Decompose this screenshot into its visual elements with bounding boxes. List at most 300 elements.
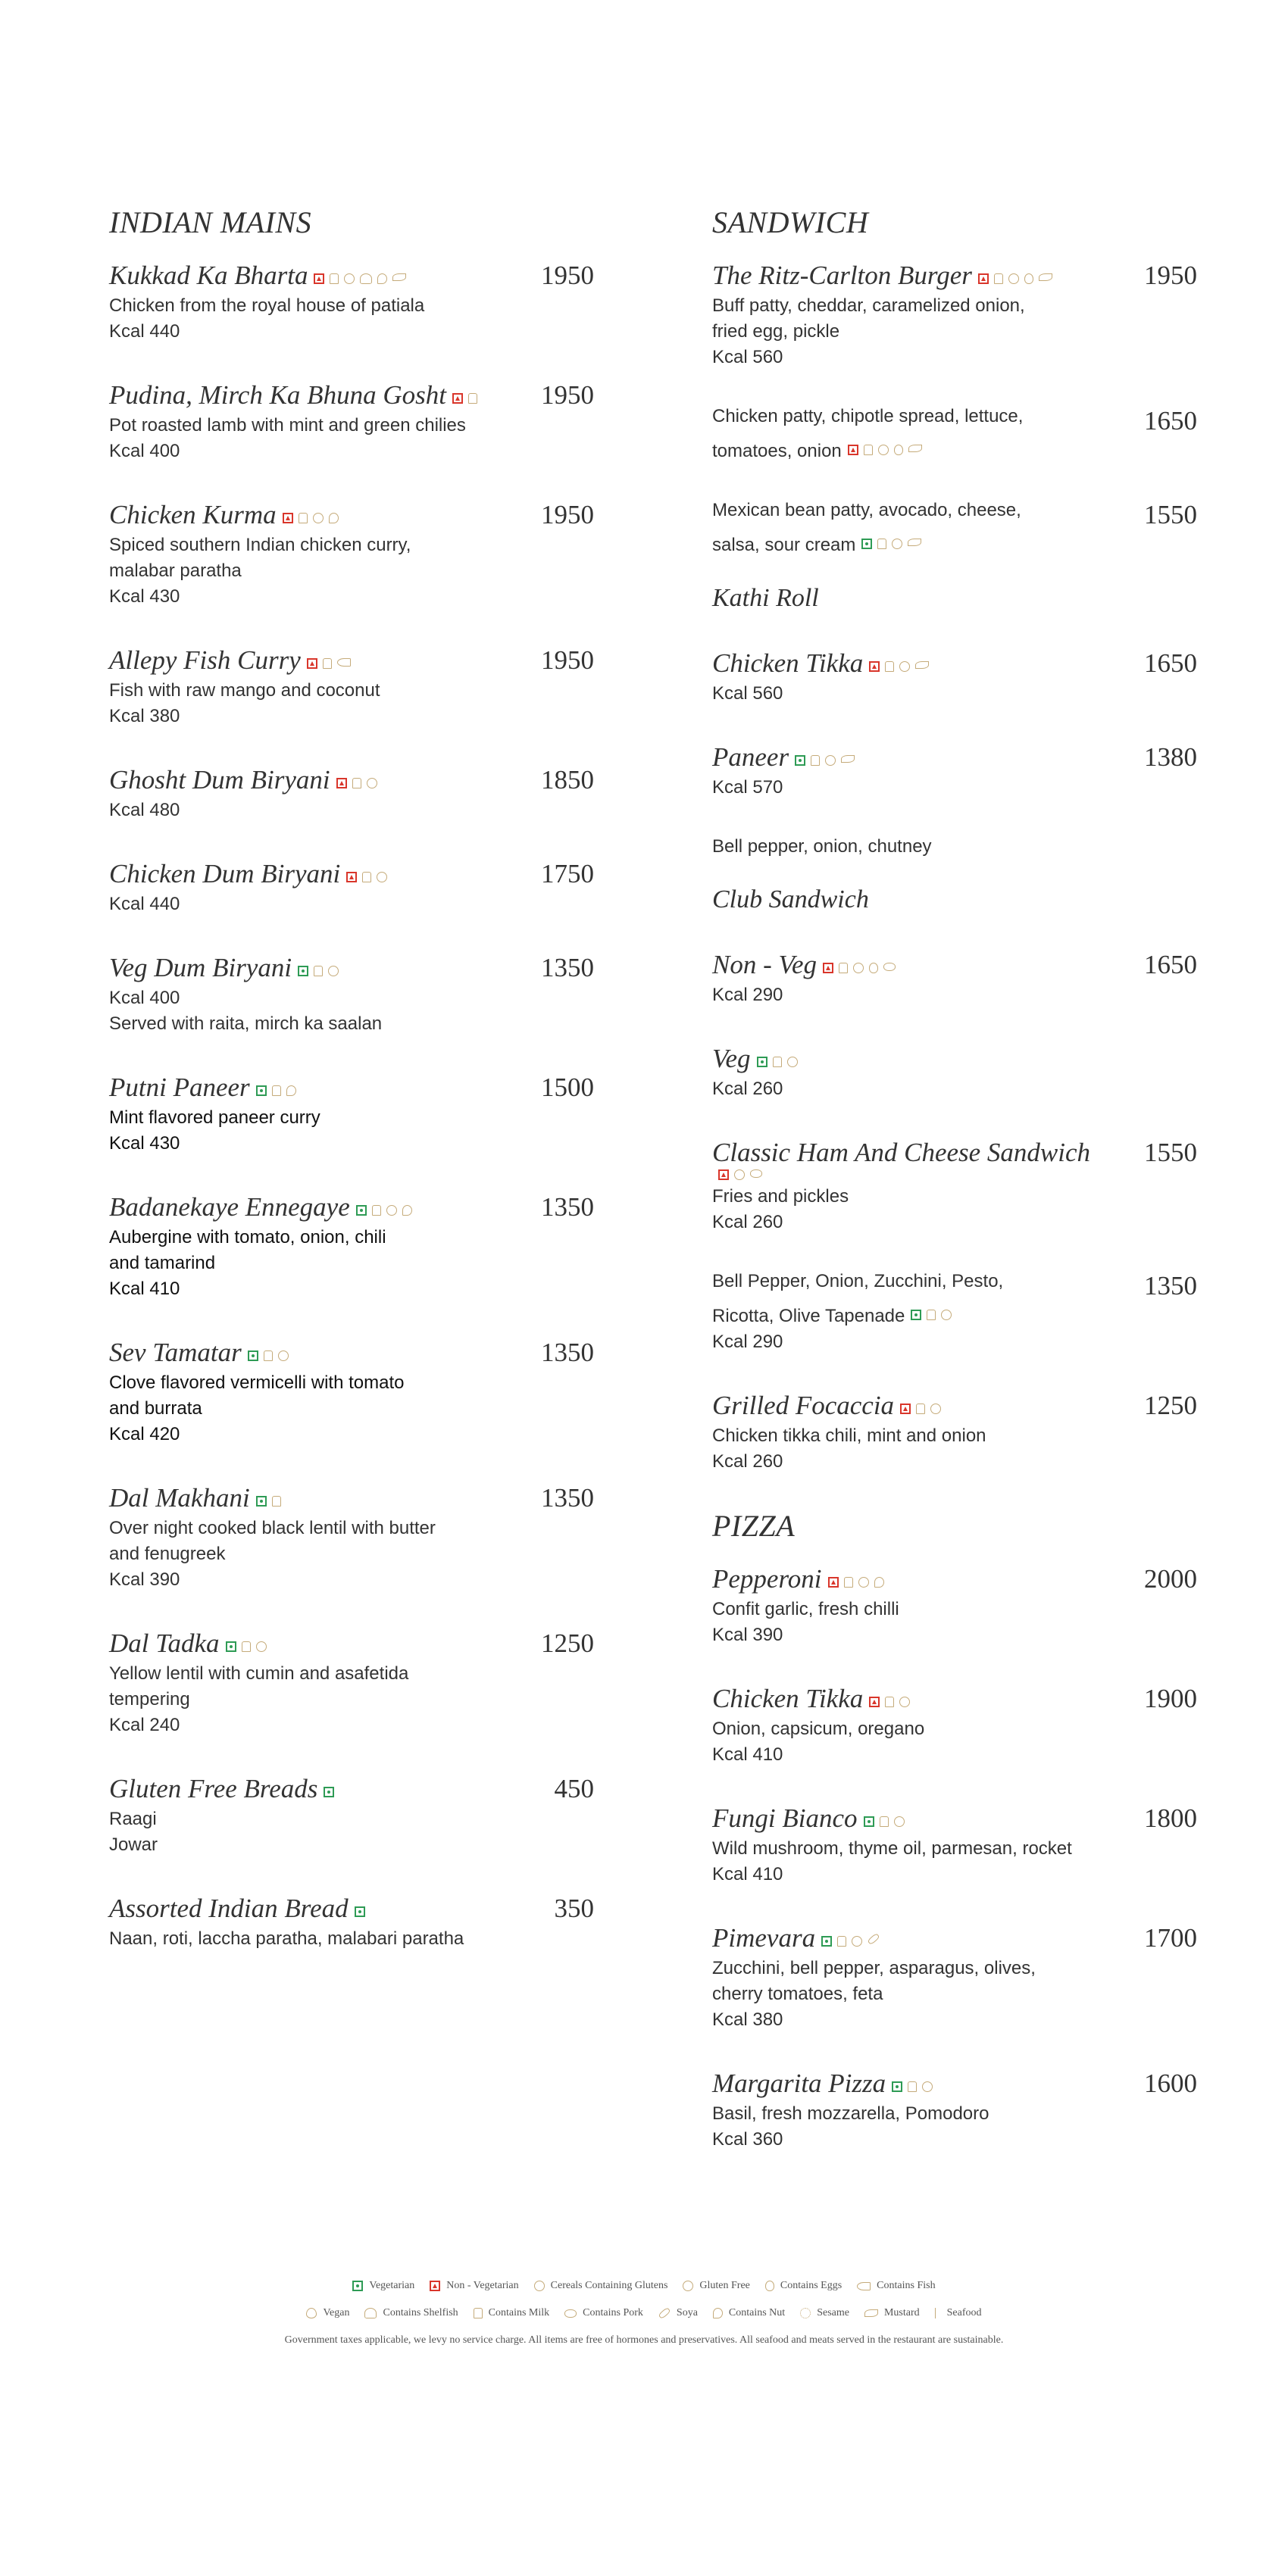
menu-item-header xyxy=(109,258,594,293)
menu-item-kcal: Kcal 240 xyxy=(109,1715,180,1735)
menu-item-kcal: Kcal 390 xyxy=(109,1569,180,1590)
gluten-icon xyxy=(922,2081,933,2092)
menu-item-name-wrap xyxy=(712,948,896,982)
menu-item xyxy=(712,1921,1197,2033)
menu-item-kcal: Kcal 440 xyxy=(109,894,180,914)
milk-icon xyxy=(242,1641,251,1652)
menu-item-name-wrap xyxy=(109,1335,289,1370)
veg-icon xyxy=(248,1350,258,1361)
nonveg-icon xyxy=(307,658,317,669)
menu-item-kcal: Kcal 560 xyxy=(712,683,783,704)
club-sandwich-list xyxy=(712,948,1197,1475)
legend-label: Vegetarian xyxy=(369,2280,415,2291)
menu-item-name-wrap xyxy=(712,2066,933,2101)
menu-item-name: Paneer xyxy=(712,742,789,772)
legend-item xyxy=(564,2307,643,2319)
menu-item xyxy=(109,1190,594,1302)
menu-item-name: Ghosht Dum Biryani xyxy=(109,765,330,795)
nut-icon xyxy=(874,1577,884,1588)
legend-label: Soya xyxy=(676,2307,698,2318)
menu-item xyxy=(712,646,1197,707)
menu-item-name: Pimevara xyxy=(712,1923,816,1953)
gluten-icon xyxy=(534,2281,545,2291)
menu-item-header xyxy=(109,1772,594,1806)
gluten-icon xyxy=(787,1057,798,1067)
milk-icon xyxy=(844,1577,853,1588)
menu-item-name-wrap xyxy=(712,1388,941,1423)
veg-icon xyxy=(352,2281,363,2291)
egg-icon xyxy=(869,963,878,973)
menu-item-kcal: Kcal 570 xyxy=(712,777,783,798)
menu-item-name: Non - Veg xyxy=(712,950,818,979)
glutenfree-icon xyxy=(344,273,355,284)
menu-item-description-text: Chicken patty, chipotle spread, lettuce, xyxy=(712,406,1024,426)
menu-item-price: 1850 xyxy=(541,765,594,795)
menu-item-header xyxy=(712,740,1197,775)
menu-item-description: Wild mushroom, thyme oil, parmesan, rocket xyxy=(712,1838,1072,1859)
allergen-icons xyxy=(452,393,477,404)
milk-icon xyxy=(323,658,332,669)
milk-icon xyxy=(272,1496,281,1507)
menu-item-description: cherry tomatoes, feta xyxy=(712,1984,883,2004)
menu-item-kcal: Kcal 390 xyxy=(712,1625,783,1645)
menu-item-header xyxy=(712,498,1197,532)
fish-icon xyxy=(857,2282,871,2290)
menu-item-header xyxy=(109,1070,594,1105)
menu-item-kcal: Kcal 290 xyxy=(712,1332,783,1352)
menu-item-name-wrap xyxy=(109,1891,365,1926)
menu-item xyxy=(109,857,594,917)
gluten-icon xyxy=(930,1404,941,1414)
menu-item-name: Pudina, Mirch Ka Bhuna Gosht xyxy=(109,380,446,410)
menu-item xyxy=(109,258,594,345)
menu-item-kcal: Kcal 560 xyxy=(712,347,783,367)
kathi-roll-list xyxy=(712,646,1197,801)
menu-item-kcal: Kcal 260 xyxy=(712,1451,783,1472)
legend-item xyxy=(534,2280,668,2292)
menu-item-name: Chicken Tikka xyxy=(712,648,864,678)
menu-item-name: Chicken Kurma xyxy=(109,500,277,529)
allergen-icons xyxy=(336,778,377,788)
legend-label: Cereals Containing Glutens xyxy=(550,2280,668,2291)
legend-label: Non - Vegetarian xyxy=(446,2280,519,2291)
gluten-icon xyxy=(899,1697,910,1707)
menu-item xyxy=(712,404,1197,464)
soya-icon xyxy=(867,1933,880,1945)
menu-item-kcal: Kcal 410 xyxy=(712,1744,783,1765)
menu-item-name-wrap xyxy=(712,1921,880,1956)
menu-item-name-wrap xyxy=(109,951,339,985)
legend-label: Gluten Free xyxy=(699,2280,750,2291)
gluten-icon xyxy=(825,755,836,766)
seafood-icon xyxy=(935,2308,941,2318)
menu-item-description xyxy=(712,1269,1003,1294)
menu-item-price: 1500 xyxy=(541,1073,594,1102)
menu-item-description: Chicken from the royal house of patiala xyxy=(109,295,425,316)
veg-icon xyxy=(324,1787,334,1797)
menu-item-name: The Ritz-Carlton Burger xyxy=(712,261,972,290)
allergen-icons xyxy=(869,1697,910,1707)
menu-item xyxy=(109,1335,594,1447)
milk-icon xyxy=(839,963,848,973)
menu-item-description: Buff patty, cheddar, caramelized onion, xyxy=(712,295,1025,316)
menu-item-name-wrap xyxy=(109,643,351,678)
nonveg-icon xyxy=(430,2281,440,2291)
allergen-icons xyxy=(324,1787,334,1797)
menu-item-price: 1950 xyxy=(541,261,594,290)
menu-item-name: Pepperoni xyxy=(712,1564,822,1594)
milk-icon xyxy=(330,273,339,284)
legend-label: Vegan xyxy=(323,2307,350,2318)
menu-item-name-wrap xyxy=(109,763,377,798)
indian-mains-list xyxy=(109,258,594,1952)
nonveg-icon xyxy=(823,963,833,973)
menu-item-name-wrap xyxy=(109,498,339,532)
menu-item-description: Clove flavored vermicelli with tomato xyxy=(109,1372,405,1393)
menu-item-price: 1550 xyxy=(1144,500,1197,529)
allergen-icons xyxy=(248,1350,289,1361)
legend-item xyxy=(306,2307,349,2319)
menu-item-description: Basil, fresh mozzarella, Pomodoro xyxy=(712,2103,989,2124)
legend-item xyxy=(364,2307,458,2319)
allergen-icons xyxy=(226,1641,267,1652)
menu-item xyxy=(712,1388,1197,1475)
menu-item-header xyxy=(109,1190,594,1225)
milk-icon xyxy=(927,1310,936,1320)
menu-item-description: and tamarind xyxy=(109,1253,216,1273)
menu-item-price: 1950 xyxy=(541,380,594,410)
allergen-legend xyxy=(0,2280,1288,2347)
menu-item-description: Mint flavored paneer curry xyxy=(109,1107,320,1128)
menu-item xyxy=(712,498,1197,558)
menu-item-name: Grilled Focaccia xyxy=(712,1391,895,1420)
veg-icon xyxy=(355,1906,365,1917)
mustard-icon xyxy=(392,273,406,281)
menu-item-name: Fungi Bianco xyxy=(712,1803,858,1833)
menu-item-name-wrap xyxy=(109,857,387,891)
menu-item-description: Fish with raw mango and coconut xyxy=(109,680,380,701)
menu-item-name: Classic Ham And Cheese Sandwich xyxy=(712,1138,1091,1167)
veg-icon xyxy=(356,1205,367,1216)
egg-icon xyxy=(765,2281,774,2291)
menu-item-description-text: Ricotta, Olive Tapenade xyxy=(712,1306,905,1326)
menu-item xyxy=(712,1562,1197,1648)
pork-icon xyxy=(564,2309,577,2318)
veg-icon xyxy=(911,1310,921,1320)
legend-label: Seafood xyxy=(946,2307,982,2318)
milk-icon xyxy=(474,2308,483,2318)
menu-item-price: 450 xyxy=(554,1774,594,1803)
menu-item-kcal: Kcal 420 xyxy=(109,1424,180,1444)
mustard-icon xyxy=(841,755,855,763)
gluten-icon xyxy=(313,513,324,523)
legend-item xyxy=(430,2280,518,2292)
menu-item-price: 1650 xyxy=(1144,406,1197,436)
nut-icon xyxy=(713,2308,723,2318)
menu-item-price: 1550 xyxy=(1144,1138,1197,1167)
menu-item-description: malabar paratha xyxy=(109,560,242,581)
menu-item xyxy=(109,1070,594,1157)
menu-item-description: and burrata xyxy=(109,1398,202,1419)
menu-item-price: 1380 xyxy=(1144,742,1197,772)
veg-icon xyxy=(256,1085,267,1096)
indian-mains-column xyxy=(109,205,594,1985)
menu-item-header xyxy=(109,1335,594,1370)
menu-item xyxy=(109,1626,594,1738)
nut-icon xyxy=(286,1085,296,1096)
menu-item-header xyxy=(109,378,594,413)
menu-item xyxy=(109,763,594,823)
menu-item-description-text: salsa, sour cream xyxy=(712,535,856,555)
allergen-icons xyxy=(256,1085,296,1096)
veg-icon xyxy=(864,1816,874,1827)
gluten-icon xyxy=(852,1936,862,1947)
menu-item-header xyxy=(712,1681,1197,1716)
legend-item xyxy=(683,2280,749,2292)
legend-item xyxy=(765,2280,842,2292)
menu-item-description: Aubergine with tomato, onion, chili xyxy=(109,1227,386,1247)
menu-item-header xyxy=(712,1801,1197,1836)
legend-item xyxy=(857,2280,935,2292)
menu-item-header xyxy=(712,2066,1197,2101)
shellfish-icon xyxy=(360,273,372,284)
egg-icon xyxy=(894,445,903,455)
gluten-icon xyxy=(899,661,910,672)
menu-item-name: Kukkad Ka Bharta xyxy=(109,261,308,290)
menu-item-description xyxy=(712,1304,1197,1329)
milk-icon xyxy=(362,872,371,882)
legend-item xyxy=(800,2307,849,2319)
nut-icon xyxy=(402,1205,412,1216)
menu-item xyxy=(109,951,594,1037)
menu-item xyxy=(109,1481,594,1593)
gluten-icon xyxy=(377,872,387,882)
nut-icon xyxy=(329,513,339,523)
menu-item-name: Putni Paneer xyxy=(109,1073,250,1102)
menu-item-name-wrap xyxy=(712,1041,798,1076)
menu-item-description: Yellow lentil with cumin and asafetida xyxy=(109,1663,409,1684)
menu-item-description: Confit garlic, fresh chilli xyxy=(712,1599,899,1619)
menu-item-price: 2000 xyxy=(1144,1564,1197,1594)
menu-item-name-wrap xyxy=(712,1801,905,1836)
legend-label: Mustard xyxy=(883,2307,920,2318)
menu-item-name: Chicken Dum Biryani xyxy=(109,859,341,888)
milk-icon xyxy=(880,1816,889,1827)
menu-item-name-wrap xyxy=(109,1481,281,1516)
legend-label: Contains Eggs xyxy=(780,2280,843,2291)
legend-label: Contains Fish xyxy=(877,2280,936,2291)
menu-item xyxy=(109,1772,594,1858)
menu-item-kcal: Kcal 410 xyxy=(712,1864,783,1884)
nonveg-icon xyxy=(828,1577,839,1588)
menu-item-kcal: Kcal 290 xyxy=(712,985,783,1005)
milk-icon xyxy=(264,1350,273,1361)
menu-item-kcal: Kcal 430 xyxy=(109,586,180,607)
legend-row-1 xyxy=(0,2280,1288,2292)
nonveg-icon xyxy=(314,273,324,284)
gluten-icon xyxy=(892,539,902,549)
menu-item-price: 1250 xyxy=(1144,1391,1197,1420)
menu-item-description: tempering xyxy=(109,1689,190,1710)
nut-icon xyxy=(377,273,387,284)
menu-item-name-wrap xyxy=(109,378,477,413)
allergen-icons xyxy=(823,963,896,973)
gluten-icon xyxy=(278,1350,289,1361)
menu-item xyxy=(712,2066,1197,2153)
allergen-icons xyxy=(314,273,406,284)
milk-icon xyxy=(372,1205,381,1216)
allergen-icons xyxy=(900,1404,941,1414)
nonveg-icon xyxy=(978,273,989,284)
menu-item-description: Spiced southern Indian chicken curry, xyxy=(109,535,411,555)
menu-item-description xyxy=(712,439,1197,464)
veg-icon xyxy=(892,2081,902,2092)
section-title-indian-mains: INDIAN MAINS xyxy=(109,205,312,239)
sandwich-list xyxy=(712,258,1197,558)
menu-item-name-wrap xyxy=(712,1135,1091,1184)
menu-item-header xyxy=(712,948,1197,982)
mustard-icon xyxy=(908,539,921,546)
menu-item-header xyxy=(109,1626,594,1661)
mustard-icon xyxy=(908,445,922,452)
milk-icon xyxy=(272,1085,281,1096)
menu-item-price: 1900 xyxy=(1144,1684,1197,1713)
menu-item-name-wrap xyxy=(712,646,929,681)
allergen-icons xyxy=(911,1310,952,1320)
menu-item-name-wrap xyxy=(109,1190,412,1225)
vegan-icon xyxy=(306,2308,317,2318)
legend-item xyxy=(864,2307,920,2319)
menu-item-price: 1350 xyxy=(541,953,594,982)
milk-icon xyxy=(773,1057,782,1067)
veg-icon xyxy=(757,1057,767,1067)
menu-item-description: Jowar xyxy=(109,1834,158,1855)
menu-item-name-wrap xyxy=(712,1562,884,1597)
fish-icon xyxy=(337,658,351,667)
milk-icon xyxy=(811,755,820,766)
menu-item xyxy=(109,1891,594,1952)
gluten-icon xyxy=(328,966,339,976)
gluten-icon xyxy=(858,1577,869,1588)
allergen-icons xyxy=(283,513,339,523)
veg-icon xyxy=(226,1641,236,1652)
menu-item-price: 1600 xyxy=(1144,2069,1197,2098)
menu-item xyxy=(712,1135,1197,1235)
menu-item-kcal: Kcal 380 xyxy=(109,706,180,726)
allergen-icons xyxy=(869,661,929,672)
menu-item-name: Gluten Free Breads xyxy=(109,1774,318,1803)
allergen-icons xyxy=(256,1496,281,1507)
menu-item-header xyxy=(712,1562,1197,1597)
menu-item-header xyxy=(109,643,594,678)
menu-item-description: and fenugreek xyxy=(109,1544,226,1564)
menu-item-description: Raagi xyxy=(109,1809,157,1829)
menu-item-price: 1700 xyxy=(1144,1923,1197,1953)
soya-icon xyxy=(658,2307,671,2319)
menu-item-name-wrap xyxy=(109,1626,267,1661)
menu-item-price: 1950 xyxy=(541,500,594,529)
menu-item-price: 1350 xyxy=(541,1192,594,1222)
menu-item-name-wrap xyxy=(109,1772,334,1806)
allergen-icons xyxy=(757,1057,798,1067)
menu-item-kcal: Kcal 400 xyxy=(109,988,180,1008)
milk-icon xyxy=(864,445,873,455)
menu-item-header xyxy=(712,646,1197,681)
menu-item-header xyxy=(109,1481,594,1516)
menu-item xyxy=(109,498,594,610)
menu-item-kcal: Kcal 260 xyxy=(712,1079,783,1099)
nonveg-icon xyxy=(346,872,357,882)
menu-item-name: Margarita Pizza xyxy=(712,2069,886,2098)
menu-item xyxy=(109,378,594,464)
menu-item-name-wrap xyxy=(712,1681,910,1716)
menu-item-price: 1350 xyxy=(541,1338,594,1367)
menu-item-kcal: Kcal 360 xyxy=(712,2129,783,2150)
menu-item xyxy=(712,1041,1197,1102)
sesame-icon xyxy=(800,2308,811,2318)
veg-icon xyxy=(821,1936,832,1947)
veg-icon xyxy=(861,539,872,549)
subsection-title-kathi-roll: Kathi Roll xyxy=(712,584,819,612)
menu-item-kcal: Kcal 260 xyxy=(712,1212,783,1232)
mustard-icon xyxy=(864,2309,878,2317)
menu-item-header xyxy=(712,1388,1197,1423)
menu-item xyxy=(712,740,1197,801)
gluten-icon xyxy=(367,778,377,788)
sandwich-pizza-column xyxy=(712,205,1197,2186)
menu-item-kcal: Kcal 480 xyxy=(109,800,180,820)
legend-item xyxy=(474,2307,550,2319)
menu-item-description: Chicken tikka chili, mint and onion xyxy=(712,1425,986,1446)
allergen-icons xyxy=(298,966,339,976)
menu-item-description-text: Bell Pepper, Onion, Zucchini, Pesto, xyxy=(712,1271,1004,1291)
menu-item-header xyxy=(109,1891,594,1926)
nonveg-icon xyxy=(452,393,463,404)
subsection-title-club-sandwich: Club Sandwich xyxy=(712,885,869,913)
menu-item-name: Dal Tadka xyxy=(109,1628,220,1658)
menu-item-description: Zucchini, bell pepper, asparagus, olives, xyxy=(712,1958,1036,1978)
menu-item-description: Fries and pickles xyxy=(712,1186,849,1207)
menu-item-price: 1350 xyxy=(541,1483,594,1513)
pork-icon xyxy=(883,963,896,971)
menu-item-name-wrap xyxy=(109,1070,296,1105)
menu-item-price: 1250 xyxy=(541,1628,594,1658)
menu-item-header xyxy=(712,404,1197,439)
veg-icon xyxy=(256,1496,267,1507)
menu-item xyxy=(712,1801,1197,1888)
nonveg-icon xyxy=(869,661,880,672)
menu-item xyxy=(109,643,594,729)
menu-item-kcal: Kcal 380 xyxy=(712,2009,783,2030)
allergen-icons xyxy=(355,1906,365,1917)
menu-item-name: Assorted Indian Bread xyxy=(109,1894,349,1923)
menu-item xyxy=(712,258,1197,370)
legend-item xyxy=(713,2307,785,2319)
allergen-icons xyxy=(848,445,922,455)
menu-item-header xyxy=(109,951,594,985)
allergen-icons xyxy=(821,1936,880,1947)
menu-item-kcal: Kcal 430 xyxy=(109,1133,180,1154)
gluten-icon xyxy=(386,1205,397,1216)
gluten-icon xyxy=(941,1310,952,1320)
menu-item-name: Badanekaye Ennegaye xyxy=(109,1192,350,1222)
menu-item-header xyxy=(109,857,594,891)
legend-label: Sesame xyxy=(817,2307,849,2318)
menu-item-name: Chicken Tikka xyxy=(712,1684,864,1713)
menu-item-description: Naan, roti, laccha paratha, malabari paratha xyxy=(109,1928,464,1949)
section-title-pizza: PIZZA xyxy=(712,1509,796,1543)
menu-item-name-wrap xyxy=(109,258,406,293)
